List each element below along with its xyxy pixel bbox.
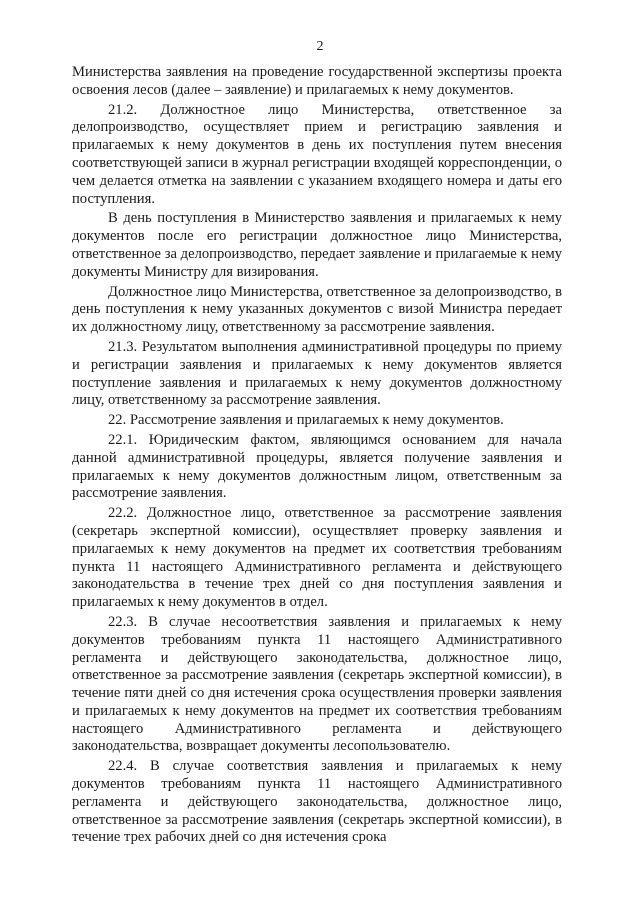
- document-body: [72, 64, 562, 847]
- paragraph-continuation: Министерства заявления на проведение государственной экспертизы проекта освоения лесов (далее – заявление) и прилагаемых к нему документов.: [72, 64, 562, 98]
- paragraph-22-heading: 22. Рассмотрение заявления и прилагаемых к нему документов.: [108, 412, 504, 429]
- paragraph-22-2: 22.2. Должностное лицо, ответственное за рассмотрение заявления (секретарь экспертной комиссии), осуществляет проверку заявления и прилагаемых к нему документов на предмет их соответствия требованиям пункта 11 настоящего Административного регламента и действующего законодательства в течение трех дней со дня поступления заявления и прилагаемых к нему документов в отдел.: [72, 505, 562, 611]
- paragraph-21-3: 21.3. Результатом выполнения административной процедуры по приему и регистрации заявления и прилагаемых к нему документов является поступление заявления и прилагаемых к нему документов должностному лицу, ответственному за рассмотрение заявления.: [72, 338, 562, 409]
- paragraph-minister-visa: Должностное лицо Министерства, ответственное за делопроизводство, в день поступления к нему указанных документов с визой Министра передает их должностному лицу, ответственному за рассмотрение заявления.: [72, 283, 562, 336]
- page-number: 2: [316, 39, 324, 54]
- paragraph-22-4: 22.4. В случае соответствия заявления и прилагаемых к нему документов требованиям пункта 11 настоящего Административного регламента и действующего законодательства, должностное лицо, ответственное за рассмотрение заявления (секретарь экспертной комиссии), в течение трех рабочих дней со дня истечения срока: [72, 758, 562, 846]
- paragraph-22-1: 22.1. Юридическим фактом, являющимся основанием для начала данной административной процедуры, является получение заявления и прилагаемых к нему документов должностным лицом, ответственным за рассмотрение заявления.: [72, 431, 562, 502]
- paragraph-22-3: 22.3. В случае несоответствия заявления и прилагаемых к нему документов требованиям пункта 11 настоящего Административного регламента и действующего законодательства, должностное лицо, ответственное за рассмотрение заявления (секретарь экспертной комиссии), в течение пяти дней со дня истечения срока осуществления проверки заявления и прилагаемых к нему документов на предмет их соответствия требованиям настоящего Административного регламента и действующего законодательства, возвращает документы лесопользователю.: [72, 613, 562, 755]
- paragraph-registration-transfer: В день поступления в Министерство заявления и прилагаемых к нему документов после его регистрации должностное лицо Министерства, ответственное за делопроизводство, передает заявление и прилагаемые к нему документы Министру для визирования.: [72, 210, 562, 280]
- paragraph-21-2: 21.2. Должностное лицо Министерства, ответственное за делопроизводство, осуществляет прием и регистрацию заявления и прилагаемых к нему документов в день их поступления путем внесения соответствующей записи в журнал регистрации входящей корреспонденции, о чем делается отметка на заявлении с указанием входящего номера и даты его поступления.: [72, 101, 562, 207]
